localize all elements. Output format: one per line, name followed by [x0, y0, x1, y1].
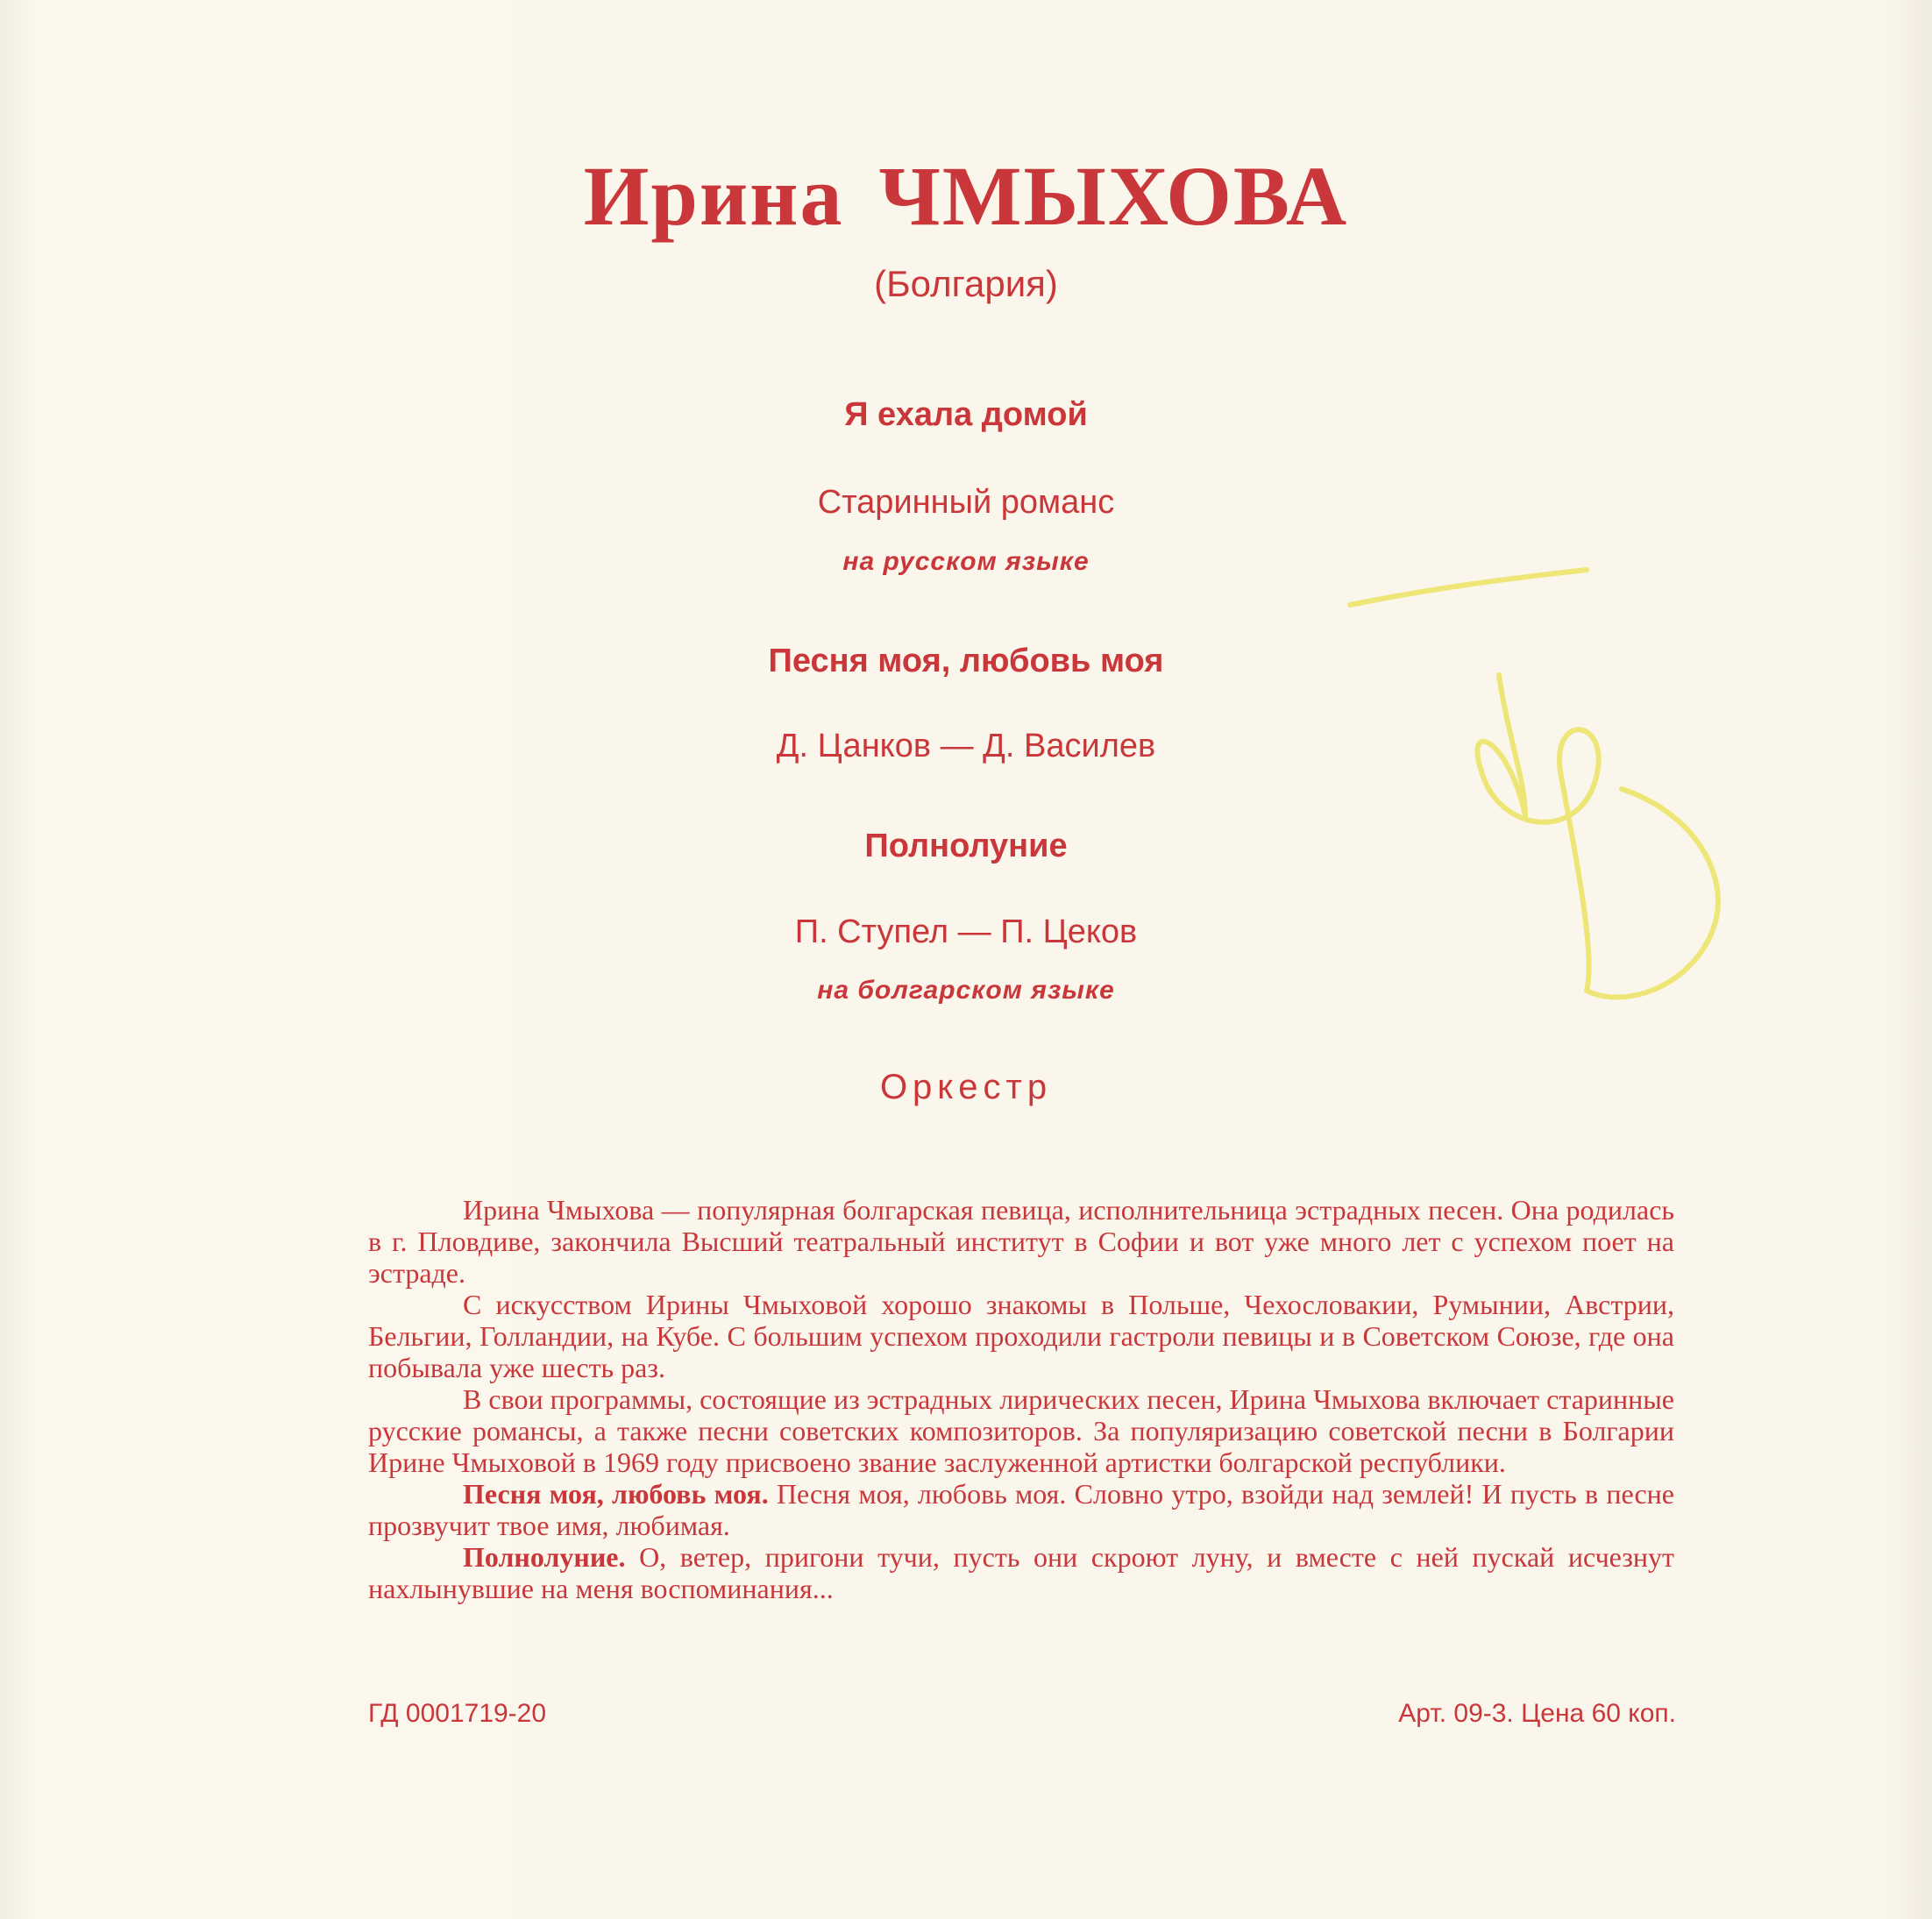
track-2-title: Песня моя, любовь моя	[768, 643, 1164, 679]
artist-country: (Болгария)	[874, 263, 1058, 304]
catalog-number: ГД 0001719-20	[368, 1699, 547, 1728]
artist-last-name: ЧМЫХОВА	[878, 149, 1349, 243]
song-summary-lead: Песня моя, любовь моя.	[463, 1478, 769, 1510]
song-summary-paragraph	[368, 1541, 1674, 1604]
artist-first-name: Ирина	[583, 149, 844, 243]
song-summary-paragraph	[368, 1478, 1674, 1541]
accompaniment: Оркестр	[879, 1068, 1053, 1106]
track-3-credit: П. Ступел — П. Цеков	[794, 913, 1138, 950]
price-info: Арт. 09-3. Цена 60 коп.	[1398, 1699, 1676, 1728]
track-1-title: Я ехала домой	[844, 396, 1088, 433]
biography-paragraph: С искусством Ирины Чмыховой хорошо знакомы в Польше, Чехословакии, Румынии, Австрии, Бельгии, Голландии, на Кубе. С большим успехом проходили гастроли певицы и в Советском Союзе, где она побывала уже шесть раз.	[368, 1289, 1674, 1383]
song-summary-lead: Полнолуние.	[463, 1541, 626, 1573]
track-2-credit: Д. Цанков — Д. Василев	[776, 728, 1156, 764]
track-1-credit: Старинный романс	[817, 484, 1115, 521]
pencil-stroke-top	[1350, 570, 1587, 605]
track-1-language: на русском языке	[842, 547, 1090, 576]
pencil-stroke-bowl	[1477, 729, 1598, 991]
song-summary-text: О, ветер, пригони тучи, пусть они скроют луну, и вместе с ней пускай исчезнут нахлынувшие на меня воспоминания...	[368, 1541, 1674, 1604]
artist-biography	[368, 1194, 1674, 1604]
song-summary-text: Песня моя, любовь моя. Словно утро, взойди над землей! И пусть в песне прозвучит твое имя, любимая.	[368, 1478, 1675, 1541]
pencil-stroke-arc	[1587, 789, 1718, 998]
biography-paragraph: Ирина Чмыхова — популярная болгарская певица, исполнительница эстрадных песен. Она родилась в г. Пловдиве, закончила Высший театральный институт в Софии и вот уже много лет с успехом поет на эстраде.	[368, 1194, 1674, 1289]
track-3-language: на болгарском языке	[817, 976, 1115, 1005]
biography-paragraph: В свои программы, состоящие из эстрадных лирических песен, Ирина Чмыхова включает старинные русские романсы, а также песни советских композиторов. За популяризацию советской песни в Болгарии Ирине Чмыховой в 1969 году присвоено звание заслуженной артистки болгарской республики.	[368, 1383, 1674, 1478]
artist-name	[0, 147, 1932, 245]
track-3-title: Полнолуние	[864, 828, 1068, 864]
handwritten-pencil-mark	[1332, 552, 1788, 1043]
